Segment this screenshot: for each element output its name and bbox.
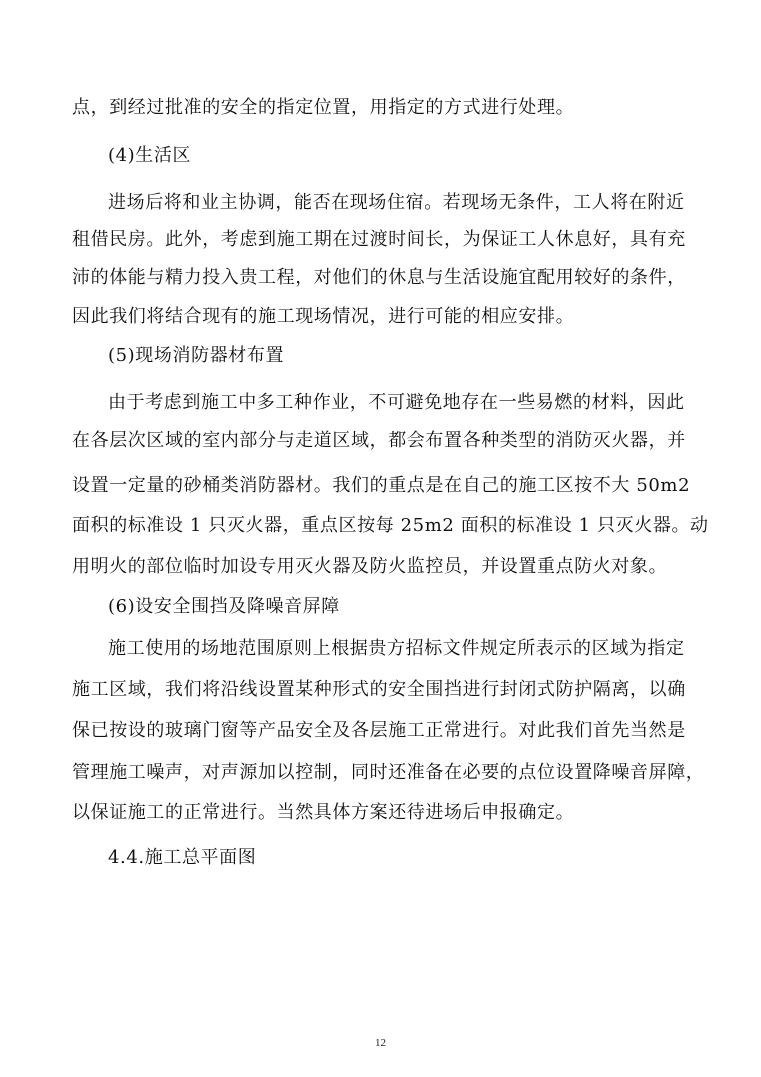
paragraph-line: 设置一定量的砂桶类消防器材。我们的重点是在自己的施工区按不大 50m2 [72,475,691,496]
paragraph-line: 以保证施工的正常进行。当然具体方案还待进场后申报确定。 [72,802,575,823]
paragraph-line: 进场后将和业主协调，能否在现场住宿。若现场无条件，工人将在附近 [108,192,685,213]
paragraph-line: 面积的标准设 1 只灭火器，重点区按每 25m2 面积的标准设 1 只灭火器。动 [72,515,709,536]
section-heading-fire-equipment: (5)现场消防器材布置 [108,345,285,366]
paragraph-line: 保已按设的玻璃门窗等产品安全及各层施工正常进行。对此我们首先当然是 [72,720,686,741]
section-heading-living-area: (4)生活区 [108,145,192,166]
paragraph-line: 在各层次区域的室内部分与走道区域，都会布置各种类型的消防灭火器，并 [72,430,686,451]
paragraph-line: 管理施工噪声，对声源加以控制，同时还准备在必要的点位设置降噪音屏障， [72,762,705,783]
section-heading-site-plan: 4.4.施工总平面图 [108,847,257,868]
paragraph-line: 因此我们将结合现有的施工现场情况，进行可能的相应安排。 [72,306,575,327]
section-heading-safety-fence: (6)设安全围挡及降噪音屏障 [108,596,340,617]
paragraph-line: 施工区域，我们将沿线设置某种形式的安全围挡进行封闭式防护隔离，以确 [72,679,686,700]
page-number: 12 [375,1037,386,1049]
paragraph-line: 由于考虑到施工中多工种作业，不可避免地存在一些易燃的材料，因此 [108,392,685,413]
paragraph-line: 用明火的部位临时加设专用灭火器及防火监控员，并设置重点防火对象。 [72,556,668,577]
paragraph-line: 租借民房。此外，考虑到施工期在过渡时间长，为保证工人休息好，具有充 [72,229,686,250]
paragraph-line: 点，到经过批准的安全的指定位置，用指定的方式进行处理。 [72,97,575,118]
paragraph-line: 施工使用的场地范围原则上根据贵方招标文件规定所表示的区域为指定 [108,638,685,659]
paragraph-line: 沛的体能与精力投入贵工程，对他们的休息与生活设施宜配用较好的条件， [72,267,686,288]
